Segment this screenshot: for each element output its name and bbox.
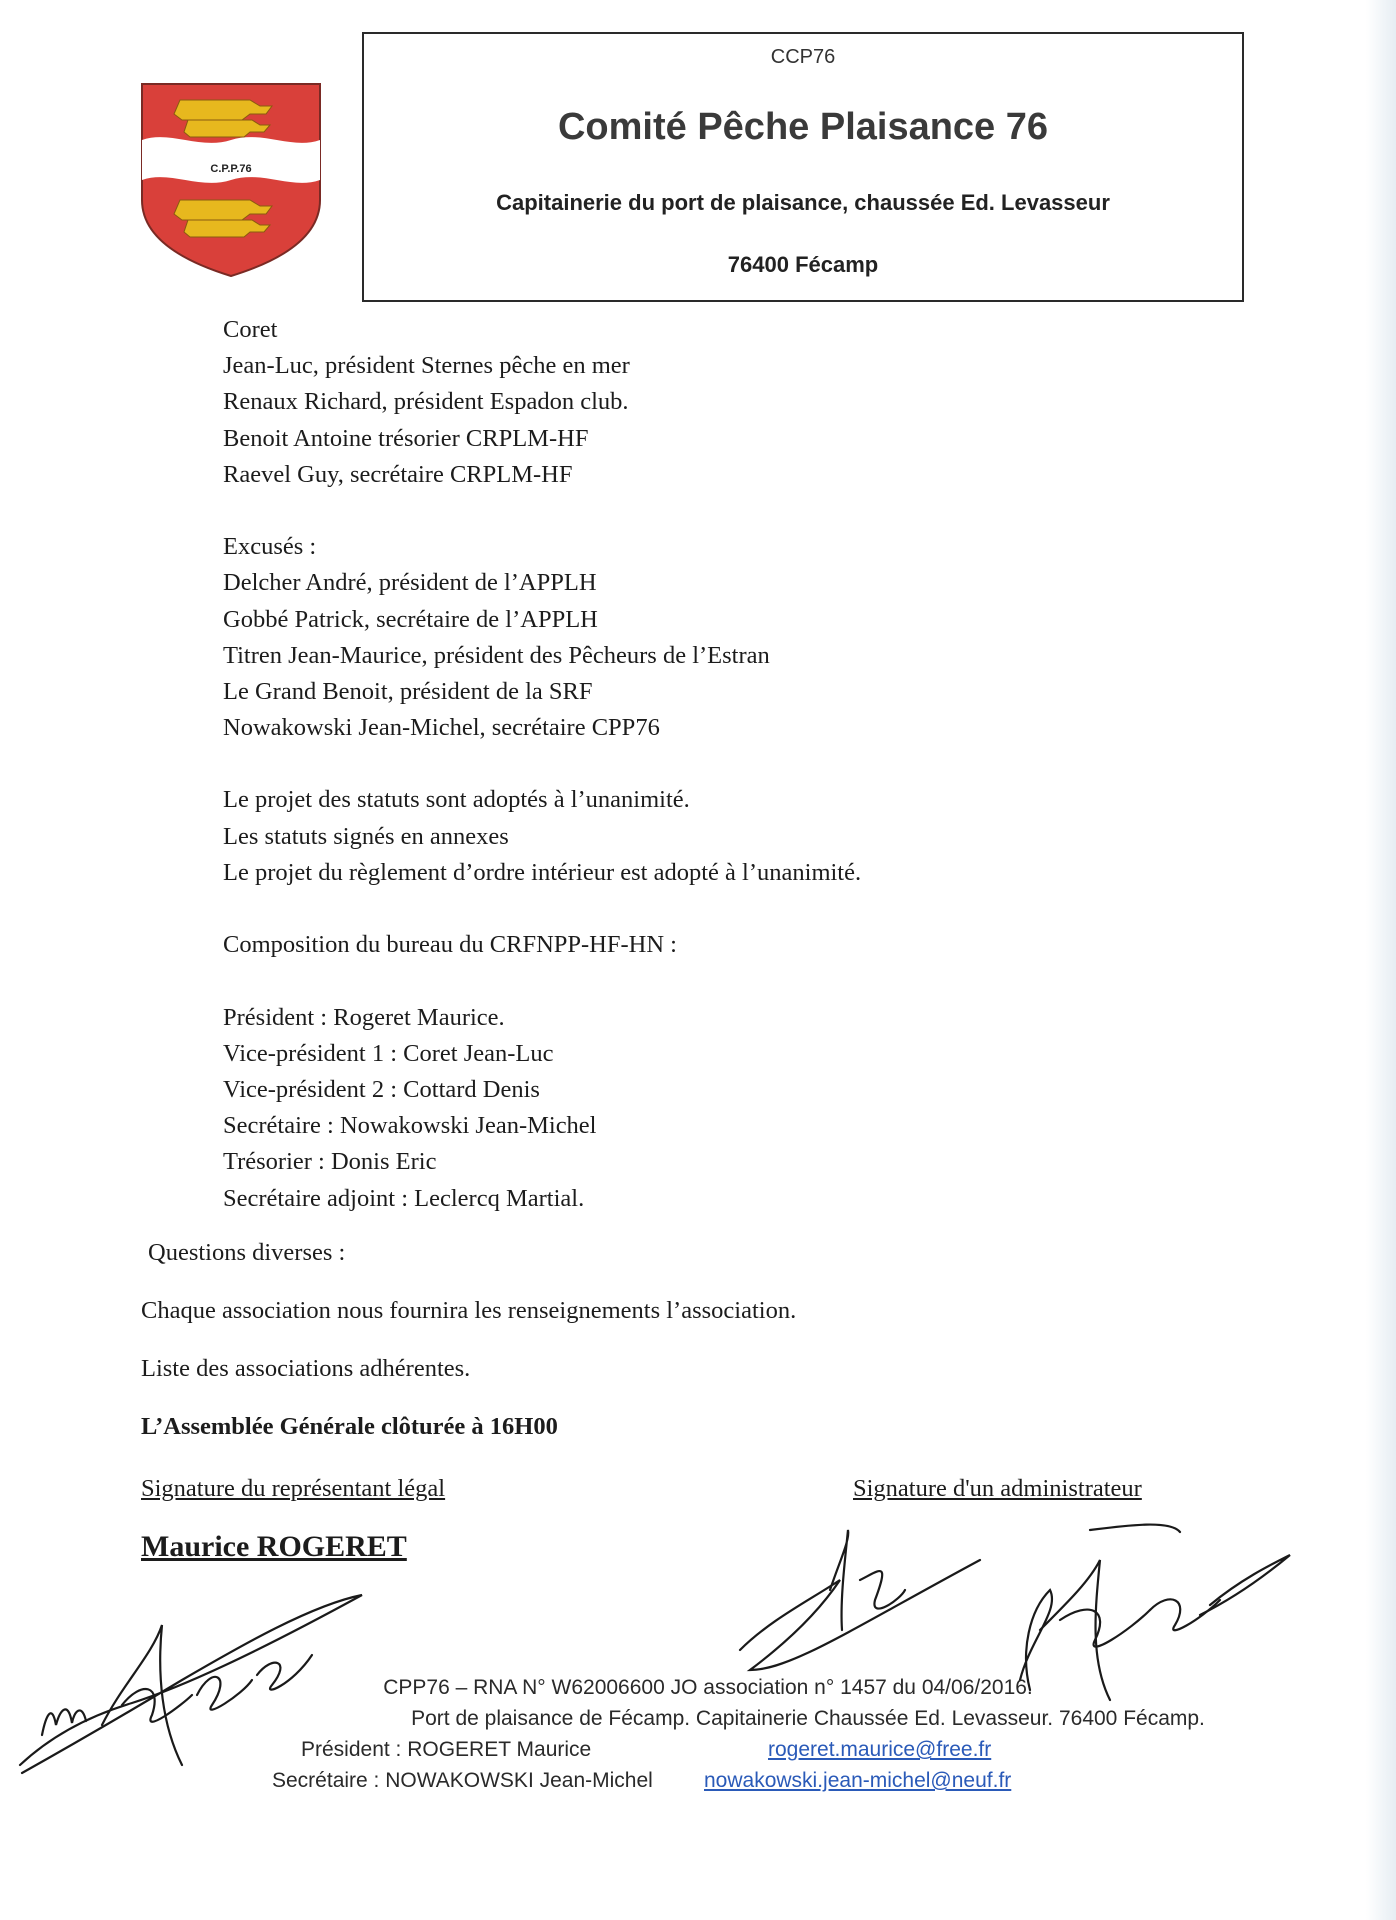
footer-registration: CPP76 – RNA N° W62006600 JO association n° 1457 du 04/06/2016. <box>383 1676 1033 1699</box>
paragraph-associations: Chaque association nous fournira les renseignements l’association. <box>141 1297 797 1324</box>
admin-signature-label: Signature d'un administrateur <box>853 1475 1142 1502</box>
footer-address: Port de plaisance de Fécamp. Capitainerie Chaussée Ed. Levasseur. 76400 Fécamp. <box>411 1707 1205 1730</box>
footer-secretary-email[interactable]: nowakowski.jean-michel@neuf.fr <box>704 1769 1012 1792</box>
excused-line: Nowakowski Jean-Michel, secrétaire CPP76 <box>223 714 660 742</box>
bureau-member: Vice-président 2 : Cottard Denis <box>223 1075 540 1103</box>
footer-president: Président : ROGERET Maurice <box>301 1738 592 1761</box>
header-title: Comité Pêche Plaisance 76 <box>557 106 1049 148</box>
bureau-member: Président : Rogeret Maurice. <box>223 1003 505 1031</box>
closing-statement: L’Assemblée Générale clôturée à 16H00 <box>141 1413 558 1440</box>
questions-heading: Questions diverses : <box>148 1239 346 1266</box>
header-city: 76400 Fécamp <box>727 252 879 277</box>
bureau-member: Secrétaire adjoint : Leclercq Martial. <box>223 1184 585 1212</box>
excused-line: Titren Jean-Maurice, président des Pêcheurs de l’Estran <box>223 641 770 669</box>
header-address: Capitainerie du port de plaisance, chaussée Ed. Levasseur <box>496 190 1110 215</box>
scan-edge <box>1366 0 1396 1920</box>
bureau-member: Secrétaire : Nowakowski Jean-Michel <box>223 1112 597 1140</box>
present-line: Jean-Luc, président Sternes pêche en mer <box>223 352 630 380</box>
resolution-line: Les statuts signés en annexes <box>223 822 509 850</box>
resolution-line: Le projet des statuts sont adoptés à l’unanimité. <box>223 786 690 814</box>
footer-secretary: Secrétaire : NOWAKOWSKI Jean-Michel <box>272 1769 653 1792</box>
excuses-heading: Excusés : <box>223 533 317 561</box>
bureau-member: Trésorier : Donis Eric <box>223 1148 437 1176</box>
logo-text: C.P.P.76 <box>210 163 252 175</box>
present-line: Coret <box>223 316 278 343</box>
legal-signature-label: Signature du représentant légal <box>141 1475 446 1502</box>
excused-line: Le Grand Benoit, président de la SRF <box>223 677 593 705</box>
resolution-line: Le projet du règlement d’ordre intérieur est adopté à l’unanimité. <box>223 858 862 886</box>
cpp76-logo <box>140 82 322 278</box>
header-code: CCP76 <box>770 46 836 68</box>
paragraph-list: Liste des associations adhérentes. <box>141 1355 471 1382</box>
bureau-heading: Composition du bureau du CRFNPP-HF-HN : <box>223 931 677 959</box>
excused-line: Gobbé Patrick, secrétaire de l’APPLH <box>223 605 598 633</box>
present-line: Renaux Richard, président Espadon club. <box>223 388 629 416</box>
present-line: Benoit Antoine trésorier CRPLM-HF <box>223 424 589 452</box>
header-box <box>362 32 1244 302</box>
excused-line: Delcher André, président de l’APPLH <box>223 569 597 597</box>
footer-president-email[interactable]: rogeret.maurice@free.fr <box>768 1738 992 1761</box>
legal-representative-name: Maurice ROGERET <box>141 1530 407 1563</box>
present-line: Raevel Guy, secrétaire CRPLM-HF <box>223 460 573 488</box>
bureau-member: Vice-président 1 : Coret Jean-Luc <box>223 1039 554 1067</box>
minutes-body <box>223 312 861 1217</box>
